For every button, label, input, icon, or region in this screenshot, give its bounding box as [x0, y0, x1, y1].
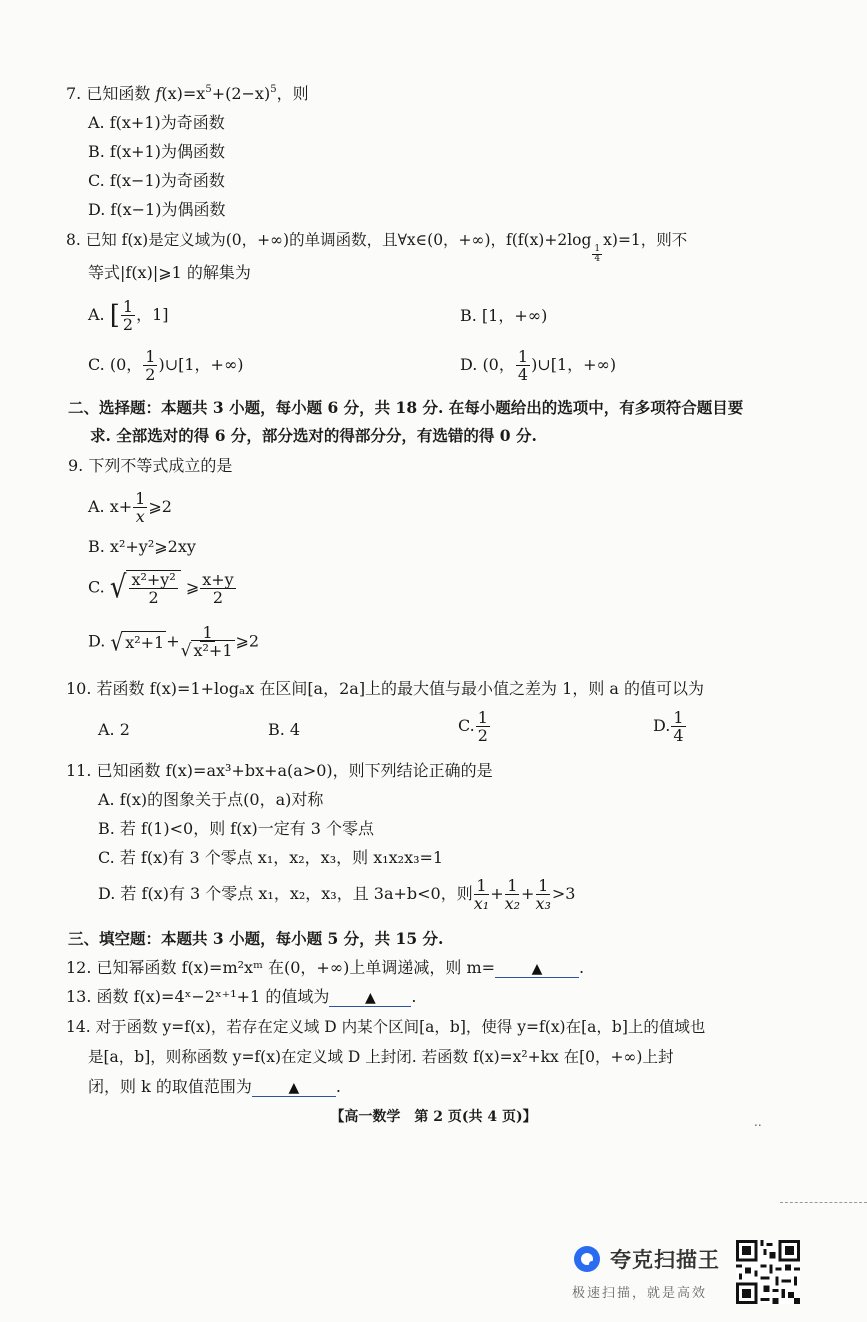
- q14-stem-line2: 是[a，b]，则称函数 y=f(x)在定义域 D 上封闭. 若函数 f(x)=x²+kx 在[0，+∞)上封: [88, 1048, 674, 1066]
- q13-stem: 13. 函数 f(x)=4ˣ−2ˣ⁺¹+1 的值域为 ▲ .: [66, 987, 417, 1006]
- q9-option-b: B. x²+y²⩾2xy: [88, 537, 196, 556]
- q10-stem: 10. 若函数 f(x)=1+logₐx 在区间[a，2a]上的最大值与最小值之差为 1，则 a 的值可以为: [66, 679, 705, 698]
- q10-option-d: D. $\frac{1}{4}$: [653, 708, 684, 745]
- q11-stem: 11. 已知函数 f(x)=ax³+bx+a(a>0)，则下列结论正确的是: [66, 761, 493, 780]
- q13-answer-blank[interactable]: ▲: [329, 989, 411, 1007]
- q11-option-d: D. 若 f(x)有 3 个零点 x₁，x₂，x₃，且 3a+b<0，则 $\frac{1}{\text{x₁}}$ + $\frac{1}{\text{x₂}}$ + $\frac{1}{\text{x₃}}$ >3: [98, 876, 576, 913]
- q12-answer-blank[interactable]: ▲: [495, 960, 579, 978]
- scanner-watermark: [572, 1244, 740, 1301]
- q8-option-a: A. [ $\frac{1}{2}$ ，1]: [88, 297, 169, 334]
- q9-stem: 9. 下列不等式成立的是: [68, 456, 233, 475]
- q14-stem-line3: 闭，则 k 的取值范围为 ▲ .: [88, 1077, 341, 1096]
- q8-option-d: D. (0， $\frac{1}{4}$ )∪[1，+∞): [460, 347, 617, 384]
- q12-stem: 12. 已知幂函数 f(x)=m²xᵐ 在(0，+∞)上单调递减，则 m= ▲ .: [66, 958, 585, 977]
- q10-option-b: B. 4: [268, 720, 301, 739]
- q7-option-d: D. f(x−1)为偶函数: [88, 200, 226, 219]
- quark-logo-icon: [572, 1244, 602, 1274]
- page-dots: ..: [754, 1115, 762, 1129]
- page-footer: 【高一数学 第 2 页(共 4 页)】: [330, 1109, 537, 1125]
- brand-subtitle: 极速扫描，就是高效: [572, 1286, 708, 1301]
- q7-option-c: C. f(x−1)为奇函数: [88, 171, 225, 190]
- q8-option-c: C. (0， $\frac{1}{2}$ )∪[1，+∞): [88, 347, 244, 384]
- q10-option-a: A. 2: [98, 720, 130, 739]
- q7-option-a: A. f(x+1)为奇函数: [88, 113, 225, 132]
- divider: [780, 1202, 867, 1203]
- q11-option-b: B. 若 f(1)<0，则 f(x)一定有 3 个零点: [98, 819, 375, 838]
- brand-title: 夸克扫描王: [610, 1248, 720, 1272]
- q14-answer-blank[interactable]: ▲: [252, 1079, 336, 1097]
- q10-option-c: C. $\frac{1}{2}$: [458, 708, 488, 745]
- q9-option-c: C. √ $\frac{\text{x²+y²}}{2}$ ⩾ $\frac{x+y}{2}$: [88, 569, 234, 607]
- q7-stem: 7. 已知函数 $f(x)=x^5+(2-x)^5$，则: [66, 84, 309, 103]
- qr-code-icon: [736, 1240, 800, 1304]
- q11-option-c: C. 若 f(x)有 3 个零点 x₁，x₂，x₃，则 x₁x₂x₃=1: [98, 848, 444, 867]
- q7-option-b: B. f(x+1)为偶函数: [88, 142, 225, 161]
- q9-option-a: A. x+ $\frac{1}{x}$ ⩾2: [88, 489, 172, 526]
- q8-option-b: B. [1，+∞): [460, 306, 548, 325]
- section2-heading-line2: 求. 全部选对的得 6 分，部分选对的得部分分，有选错的得 0 分.: [90, 426, 537, 445]
- section2-heading-line1: 二、选择题：本题共 3 小题，每小题 6 分，共 18 分. 在每小题给出的选项中，有多项符合题目要: [68, 398, 744, 417]
- q11-option-a: A. f(x)的图象关于点(0，a)对称: [98, 790, 324, 809]
- q14-stem-line1: 14. 对于函数 y=f(x)，若存在定义域 D 内某个区间[a，b]，使得 y=f(x)在[a，b]上的值域也: [66, 1018, 706, 1036]
- section3-heading: 三、填空题：本题共 3 小题，每小题 5 分，共 15 分.: [68, 929, 444, 948]
- q8-stem-line2: 等式|f(x)|⩾1 的解集为: [88, 263, 251, 282]
- q9-option-d: D. √ x²+1 + $\frac{1}{\text{√ x²+1}}$ ⩾2: [88, 623, 260, 661]
- q8-stem-line1: 8. 已知 f(x)是定义域为(0，+∞)的单调函数，且∀x∈(0，+∞)，f(f(x)+2log $\frac{1}{4}$ x)=1，则不: [66, 231, 688, 264]
